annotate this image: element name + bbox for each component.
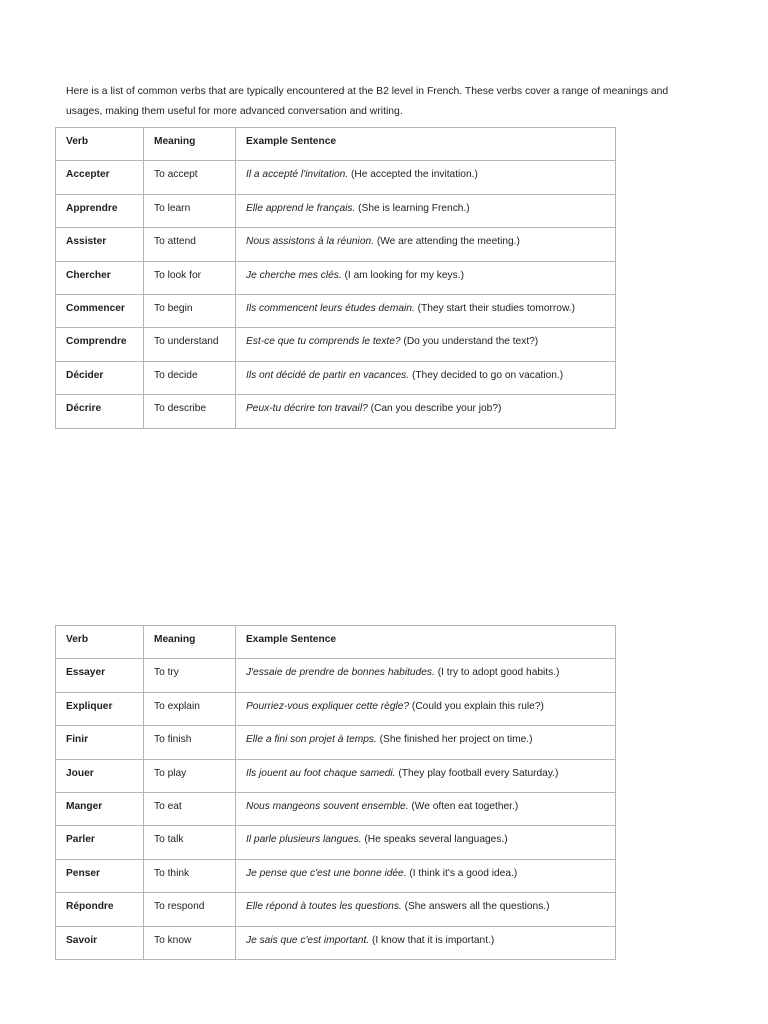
meaning-cell: To learn — [144, 194, 236, 227]
table-row — [56, 859, 616, 892]
meaning-cell: To describe — [144, 395, 236, 428]
example-english: (They start their studies tomorrow.) — [414, 302, 575, 314]
table-row — [56, 361, 616, 394]
table-header-row — [56, 128, 616, 161]
table-row — [56, 659, 616, 692]
example-cell — [236, 659, 616, 692]
meaning-cell: To think — [144, 859, 236, 892]
example-cell — [236, 726, 616, 759]
example-english: (Can you describe your job?) — [367, 403, 502, 415]
example-french: Je sais que c'est important. — [246, 934, 370, 946]
example-english: (She finished her project on time.) — [376, 734, 533, 746]
verb-cell: Chercher — [56, 261, 144, 294]
example-cell — [236, 692, 616, 725]
example-french: Pourriez-vous expliquer cette règle? — [246, 700, 410, 712]
example-cell — [236, 893, 616, 926]
meaning-cell: To try — [144, 659, 236, 692]
table-row — [56, 261, 616, 294]
verb-cell: Assister — [56, 228, 144, 261]
example-english: (We are attending the meeting.) — [373, 236, 520, 248]
example-french: Elle a fini son projet à temps. — [246, 734, 377, 746]
verb-table-2-body — [56, 659, 616, 960]
example-french: Nous mangeons souvent ensemble. — [246, 800, 409, 812]
example-english: (Do you understand the text?) — [400, 336, 539, 348]
table-row — [56, 161, 616, 194]
example-french: J'essaie de prendre de bonnes habitudes. — [246, 667, 435, 679]
meaning-cell: To explain — [144, 692, 236, 725]
example-english: (They decided to go on vacation.) — [409, 369, 564, 381]
example-cell — [236, 826, 616, 859]
table-row — [56, 792, 616, 825]
meaning-cell: To accept — [144, 161, 236, 194]
example-french: Il a accepté l'invitation. — [246, 169, 349, 181]
example-english: (They play football every Saturday.) — [395, 767, 559, 779]
verb-table-2 — [55, 625, 616, 960]
example-french: Il parle plusieurs langues. — [246, 834, 362, 846]
meaning-cell: To understand — [144, 328, 236, 361]
example-cell — [236, 194, 616, 227]
verb-cell: Expliquer — [56, 692, 144, 725]
meaning-cell: To finish — [144, 726, 236, 759]
example-cell — [236, 294, 616, 327]
meaning-cell: To know — [144, 926, 236, 959]
example-french: Est-ce que tu comprends le texte? — [246, 336, 401, 348]
example-french: Je pense que c'est une bonne idée. — [246, 867, 407, 879]
example-french: Nous assistons à la réunion. — [246, 236, 374, 248]
example-french: Elle apprend le français. — [246, 202, 356, 214]
verb-cell: Jouer — [56, 759, 144, 792]
example-french: Peux-tu décrire ton travail? — [246, 403, 368, 415]
table-row — [56, 395, 616, 428]
example-cell — [236, 161, 616, 194]
example-french: Ils ont décidé de partir en vacances. — [246, 369, 410, 381]
verb-cell: Finir — [56, 726, 144, 759]
example-cell — [236, 926, 616, 959]
meaning-cell: To play — [144, 759, 236, 792]
example-english: (I try to adopt good habits.) — [434, 667, 560, 679]
verb-cell: Penser — [56, 859, 144, 892]
example-english: (He speaks several languages.) — [361, 834, 508, 846]
example-cell — [236, 261, 616, 294]
meaning-cell: To begin — [144, 294, 236, 327]
example-english: (He accepted the invitation.) — [348, 169, 478, 181]
meaning-cell: To talk — [144, 826, 236, 859]
example-cell — [236, 792, 616, 825]
table-row — [56, 194, 616, 227]
example-cell — [236, 859, 616, 892]
verb-cell: Essayer — [56, 659, 144, 692]
table-row — [56, 328, 616, 361]
table-row — [56, 228, 616, 261]
example-french: Ils jouent au foot chaque samedi. — [246, 767, 396, 779]
example-english: (I am looking for my keys.) — [341, 269, 464, 281]
example-cell — [236, 228, 616, 261]
example-english: (I think it's a good idea.) — [406, 867, 518, 879]
verb-cell: Manger — [56, 792, 144, 825]
verb-cell: Répondre — [56, 893, 144, 926]
verb-table-1 — [55, 127, 616, 429]
example-cell — [236, 395, 616, 428]
table-row — [56, 294, 616, 327]
verb-cell: Décrire — [56, 395, 144, 428]
verb-cell: Commencer — [56, 294, 144, 327]
intro-paragraph: Here is a list of common verbs that are typically encountered at the B2 level in French. These verbs cover a range of meanings and usages, making them useful for more advanced conversation and writing. — [66, 86, 669, 117]
example-english: (Could you explain this rule?) — [409, 700, 544, 712]
table-row — [56, 726, 616, 759]
table-row — [56, 826, 616, 859]
table-row — [56, 759, 616, 792]
verb-cell: Comprendre — [56, 328, 144, 361]
header-verb: Verb — [56, 626, 144, 659]
table-row — [56, 893, 616, 926]
example-cell — [236, 759, 616, 792]
example-french: Elle répond à toutes les questions. — [246, 901, 402, 913]
header-example: Example Sentence — [236, 128, 616, 161]
example-cell — [236, 328, 616, 361]
example-cell — [236, 361, 616, 394]
meaning-cell: To eat — [144, 792, 236, 825]
verb-cell: Accepter — [56, 161, 144, 194]
header-verb: Verb — [56, 128, 144, 161]
table-row — [56, 926, 616, 959]
header-meaning: Meaning — [144, 626, 236, 659]
header-meaning: Meaning — [144, 128, 236, 161]
example-english: (I know that it is important.) — [369, 934, 495, 946]
verb-cell: Apprendre — [56, 194, 144, 227]
meaning-cell: To respond — [144, 893, 236, 926]
verb-cell: Parler — [56, 826, 144, 859]
meaning-cell: To attend — [144, 228, 236, 261]
example-english: (She is learning French.) — [355, 202, 470, 214]
verb-cell: Décider — [56, 361, 144, 394]
example-english: (She answers all the questions.) — [401, 901, 550, 913]
verb-table-1-body — [56, 161, 616, 428]
header-example: Example Sentence — [236, 626, 616, 659]
example-french: Ils commencent leurs études demain. — [246, 302, 415, 314]
example-english: (We often eat together.) — [408, 800, 519, 812]
verb-cell: Savoir — [56, 926, 144, 959]
meaning-cell: To look for — [144, 261, 236, 294]
example-french: Je cherche mes clés. — [246, 269, 342, 281]
table-header-row — [56, 626, 616, 659]
meaning-cell: To decide — [144, 361, 236, 394]
table-row — [56, 692, 616, 725]
